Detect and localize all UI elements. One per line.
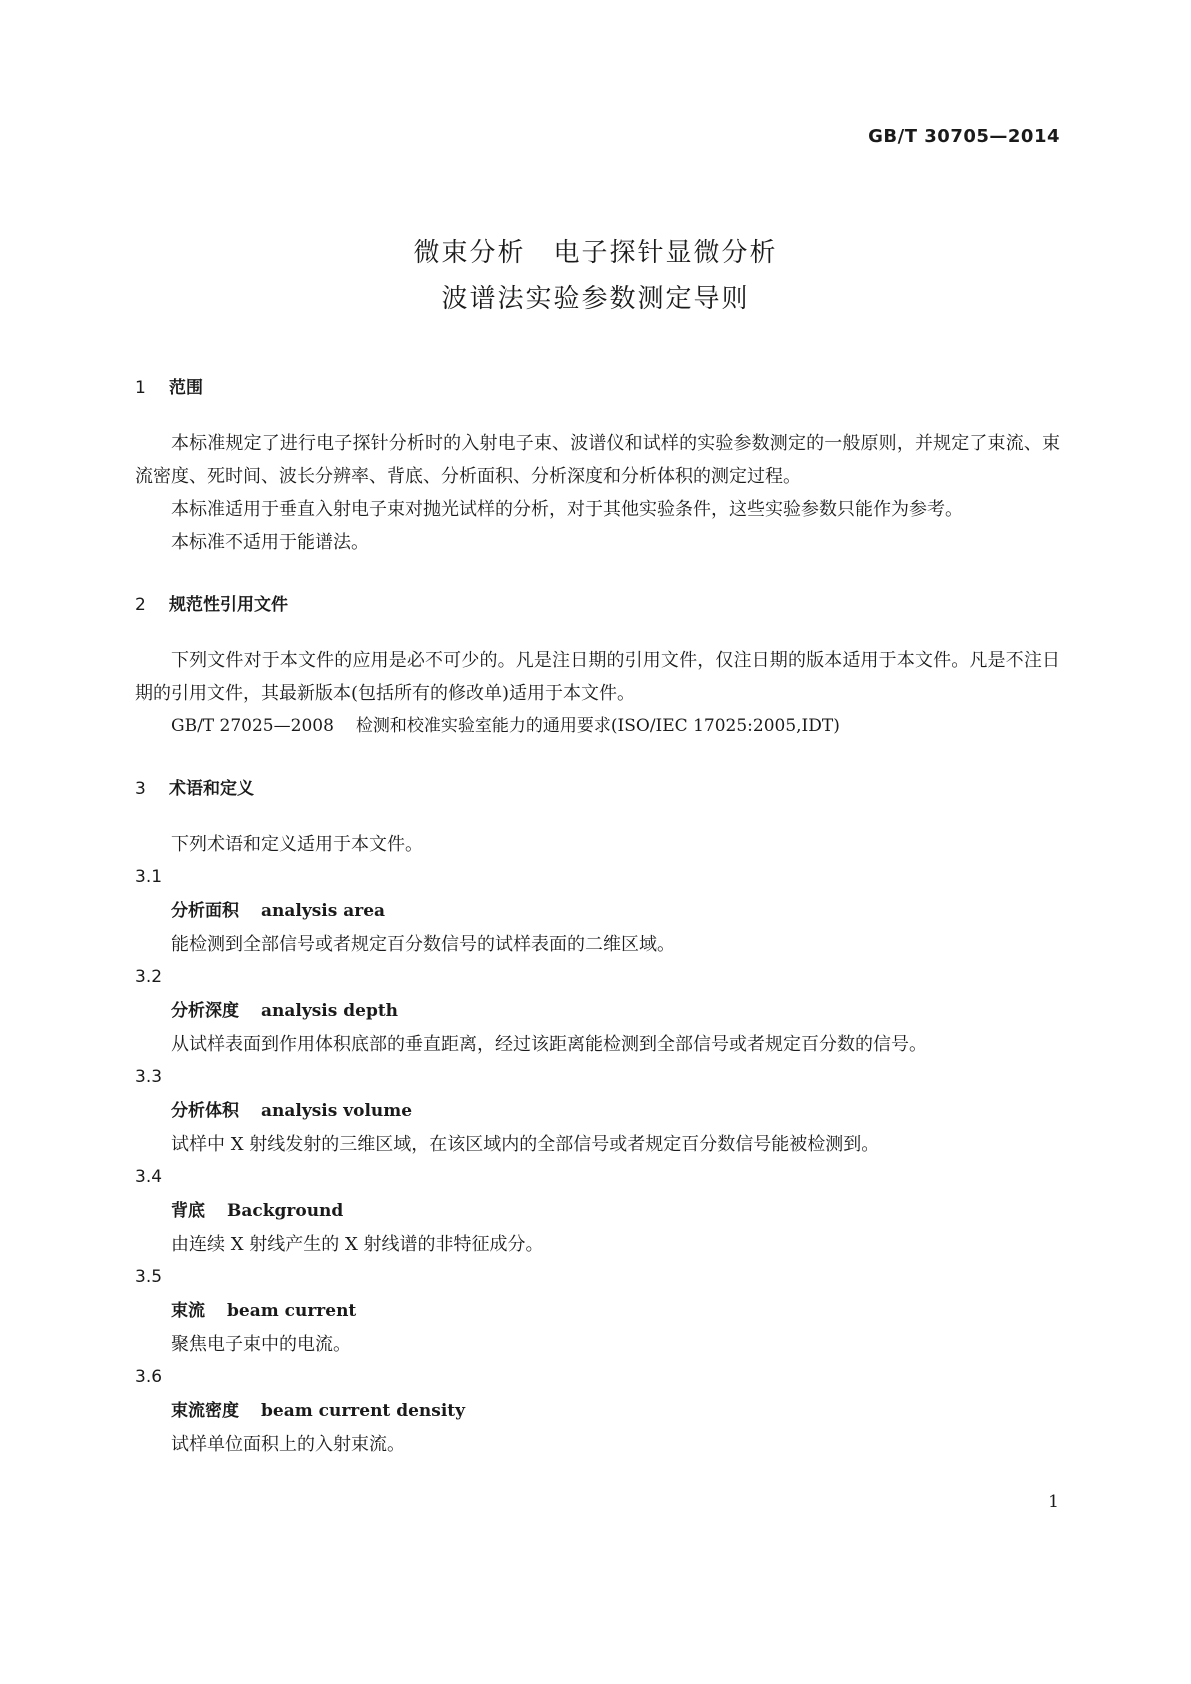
clause-number: 3.6: [135, 1367, 163, 1387]
term-definition: 由连续 X 射线产生的 X 射线谱的非特征成分。: [171, 1234, 544, 1255]
term-entry: [135, 1094, 1060, 1128]
term-entry: [135, 1394, 1060, 1428]
section-title: 术语和定义: [169, 779, 254, 799]
term-zh: 分析面积: [171, 901, 239, 921]
term-zh: 分析深度: [171, 1001, 239, 1021]
term-en: analysis volume: [261, 1101, 413, 1121]
reference-entry: [135, 710, 1060, 743]
term-entry: [135, 994, 1060, 1028]
paragraph: 下列术语和定义适用于本文件。: [171, 834, 423, 855]
clause-number: 3.1: [135, 867, 163, 887]
clause-number: 3.5: [135, 1267, 163, 1287]
term-en: Background: [227, 1201, 344, 1221]
section-heading-normative-references: [135, 589, 1060, 622]
section-heading-scope: [135, 372, 1060, 405]
section-heading-terms: [135, 773, 1060, 806]
term-zh: 分析体积: [171, 1101, 239, 1121]
term-definition: 能检测到全部信号或者规定百分数信号的试样表面的二维区域。: [171, 934, 675, 955]
term-definition: 从试样表面到作用体积底部的垂直距离，经过该距离能检测到全部信号或者规定百分数的信号。: [171, 1034, 927, 1055]
term-entry: [135, 1294, 1060, 1328]
term-en: beam current density: [261, 1401, 466, 1421]
section-number: 3: [135, 779, 146, 799]
paragraph: 本标准规定了进行电子探针分析时的入射电子束、波谱仪和试样的实验参数测定的一般原则，并规定了束流、束流密度、死时间、波长分辨率、背底、分析面积、分析深度和分析体积的测定过程。: [135, 433, 1060, 487]
section-title: 规范性引用文件: [169, 595, 288, 615]
term-entry: [135, 1194, 1060, 1228]
clause-number: 3.4: [135, 1167, 163, 1187]
section-number: 2: [135, 595, 146, 615]
title-line-1: 微束分析 电子探针显微分析: [413, 238, 778, 268]
term-zh: 束流: [171, 1301, 205, 1321]
title-line-2: 波谱法实验参数测定导则: [441, 284, 750, 314]
paragraph: 下列文件对于本文件的应用是必不可少的。凡是注日期的引用文件，仅注日期的版本适用于本文件。凡是不注日期的引用文件，其最新版本(包括所有的修改单)适用于本文件。: [135, 650, 1060, 704]
paragraph: 本标准适用于垂直入射电子束对抛光试样的分析，对于其他实验条件，这些实验参数只能作为参考。: [171, 499, 963, 520]
section-title: 范围: [169, 378, 203, 398]
section-number: 1: [135, 378, 146, 398]
clause-number: 3.2: [135, 967, 163, 987]
term-en: analysis depth: [261, 1001, 399, 1021]
reference-code: GB/T 27025—2008: [171, 716, 334, 736]
document-title: [0, 230, 1191, 322]
paragraph: 本标准不适用于能谱法。: [171, 532, 369, 553]
document-body: [135, 372, 1060, 1461]
term-definition: 试样单位面积上的入射束流。: [171, 1434, 405, 1455]
term-zh: 背底: [171, 1201, 205, 1221]
term-definition: 试样中 X 射线发射的三维区域，在该区域内的全部信号或者规定百分数信号能被检测到。: [171, 1134, 880, 1155]
term-definition: 聚焦电子束中的电流。: [171, 1334, 351, 1355]
clause-number: 3.3: [135, 1067, 163, 1087]
standard-number: GB/T 30705—2014: [868, 126, 1060, 147]
term-zh: 束流密度: [171, 1401, 239, 1421]
term-en: beam current: [227, 1301, 357, 1321]
term-en: analysis area: [261, 901, 386, 921]
reference-title: 检测和校准实验室能力的通用要求(ISO/IEC 17025:2005,IDT): [355, 716, 840, 736]
term-entry: [135, 894, 1060, 928]
page-number: 1: [1048, 1492, 1059, 1512]
